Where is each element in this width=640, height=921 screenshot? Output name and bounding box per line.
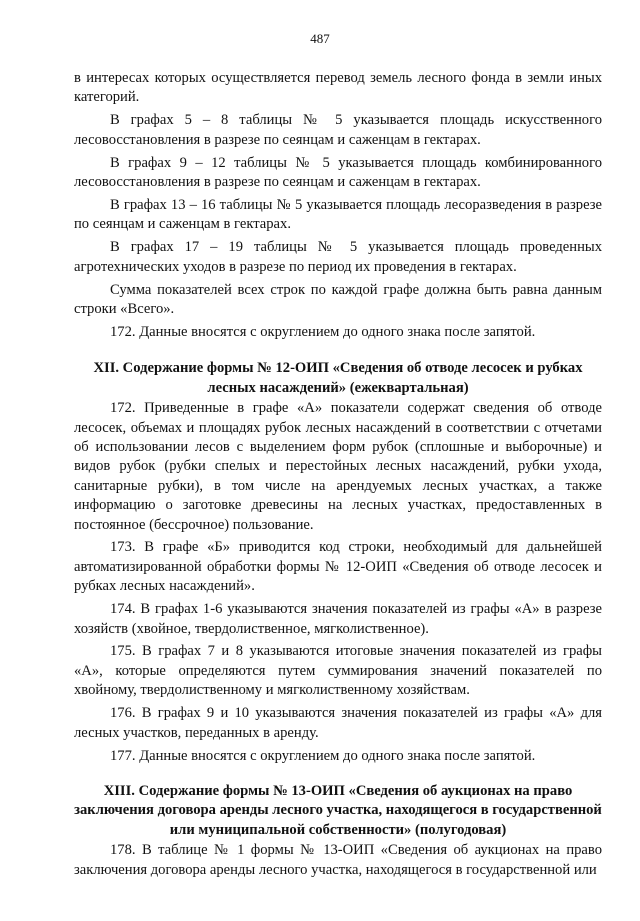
- section-heading-xiii: XIII. Содержание формы № 13-ОИП «Сведения об аукционах на право заключения договора аренды лесного участка, находящегося в государственной или муниципальной собственности» (полугодовая): [74, 782, 602, 838]
- paragraph: В графах 17 – 19 таблицы № 5 указывается площадь проведенных агротехнических уходов в разрезе по период их проведения в гектарах.: [74, 239, 602, 275]
- paragraph: 172. Приведенные в графе «А» показатели содержат сведения об отводе лесосек, объемах и площадях рубок лесных насаждений в соответствии с отчетами об использовании лесов с выделением форм рубок (сплошные и выборочные) и видов рубок (рубки спелых и перестойных лесных насаждений, рубки ухода, санитарные рубки), в том числе на арендуемых лесных участках, а также информацию о заготовке древесины на лесных участках, предоставленных в постоянное (бессрочное) пользование.: [74, 400, 602, 533]
- paragraph: В графах 5 – 8 таблицы № 5 указывается площадь искусственного лесовосстановления в разрезе по сеянцам и саженцам в гектарах.: [74, 112, 602, 148]
- paragraph: 177. Данные вносятся с округлением до одного знака после запятой.: [110, 747, 536, 764]
- paragraph: В графах 13 – 16 таблицы № 5 указывается площадь лесоразведения в разрезе по сеянцам и саженцам в гектарах.: [74, 196, 602, 233]
- paragraph: 172. Данные вносятся с округлением до одного знака после запятой.: [110, 323, 536, 340]
- paragraph: в интересах которых осуществляется перевод земель лесного фонда в земли иных категорий.: [74, 70, 602, 106]
- paragraph: 178. В таблице № 1 формы № 13-ОИП «Сведения об аукционах на право заключения договора аренды лесного участка, находящегося в государственной или: [74, 842, 602, 878]
- section-heading-xii: XII. Содержание формы № 12-ОИП «Сведения об отводе лесосек и рубках лесных насаждений» (ежеквартальная): [93, 360, 583, 396]
- page-content: [74, 69, 602, 883]
- paragraph: 173. В графе «Б» приводится код строки, необходимый для дальнейшей автоматизированной обработки формы № 12-ОИП «Сведения об отводе лесосек и рубках лесных насаждений».: [74, 539, 602, 595]
- paragraph: В графах 9 – 12 таблицы № 5 указывается площадь комбинированного лесовосстановления в разрезе по сеянцам и саженцам в гектарах.: [74, 154, 602, 191]
- paragraph: 174. В графах 1-6 указываются значения показателей из графы «А» в разрезе хозяйств (хвойное, твердолиственное, мягколиственное).: [74, 601, 602, 637]
- paragraph: 176. В графах 9 и 10 указываются значения показателей из графы «А» для лесных участков, переданных в аренду.: [74, 705, 602, 741]
- paragraph: 175. В графах 7 и 8 указываются итоговые значения показателей из графы «А», которые определяются путем суммирования значений показателей по хвойному, твердолиственному и мягколиственному хозяйствам.: [74, 643, 602, 699]
- page-number: 487: [310, 31, 330, 46]
- paragraph: Сумма показателей всех строк по каждой графе должна быть равна данным строки «Всего».: [74, 281, 602, 317]
